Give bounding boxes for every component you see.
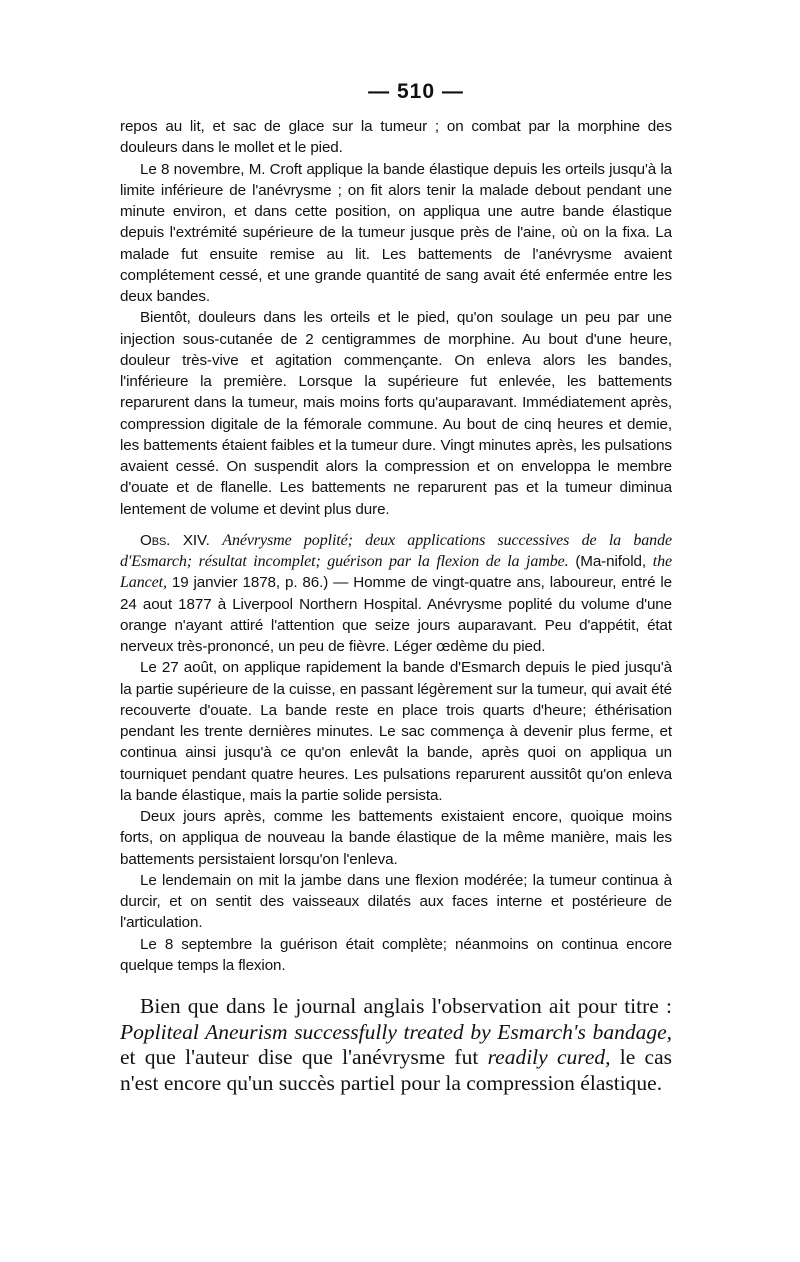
paragraph: Deux jours après, comme les battements existaient encore, quoique moins forts, on appliqua de nouveau la bande élastique de la même manière, mais les battements persistaient lorsqu'on l'enleva. bbox=[120, 808, 672, 868]
obs-label: Obs. XIV. bbox=[140, 531, 210, 549]
obs-title: Anévrysme poplité; deux applications successives de la bande d'Esmarch; résultat incomplet; guérison par la flexion de la jambe. bbox=[120, 531, 672, 570]
page-body bbox=[120, 80, 672, 1096]
obs-source-prefix: (Ma-nifold, bbox=[575, 553, 646, 570]
conclusion-quote-italic: readily cured, bbox=[487, 1045, 611, 1069]
paragraph: Le lendemain on mit la jambe dans une flexion modérée; la tumeur continua à durcir, et on sentit des vaisseaux dilatés aux faces interne et postérieure de l'articulation. bbox=[120, 871, 672, 932]
paragraph: Le 27 août, on applique rapidement la bande d'Esmarch depuis le pied jusqu'à la partie supérieure de la cuisse, en passant légèrement sur la tumeur, qui avait été recouverte d'ouate. La bande reste en place trois quarts d'heure; éthérisation pendant les trente dernières minutes. Le sac commença à devenir plus ferme, et continua ainsi jusqu'à ce qu'on enlevât la bande, après quoi on appliqua un tourniquet pendant quatre heures. Les pulsations reparurent aussitôt qu'on enleva la bande élastique, mais la partie solide persista. bbox=[120, 659, 672, 804]
paragraph: Le 8 novembre, M. Croft applique la bande élastique depuis les orteils jusqu'à la limite inférieure de l'anévrysme ; on fit alors tenir la malade debout pendant une minute environ, et dans cette position, on appliqua une autre bande élastique depuis l'extrémité supérieure de la tumeur jusque près de l'aine, où on la fixa. La malade fut ensuite remise au lit. Les battements de l'anévrysme avaient complétement cessé, et une grande quantité de sang avait été enfermée entre les deux bandes. bbox=[120, 160, 672, 305]
conclusion-text: Bien que dans le journal anglais l'observation ait pour titre : bbox=[140, 994, 672, 1018]
main-text bbox=[120, 116, 672, 976]
observation-paragraph bbox=[120, 530, 672, 658]
conclusion-text: et que l'auteur dise que l'anévrysme fut bbox=[120, 1045, 479, 1069]
obs-source-journal: the Lancet, bbox=[120, 553, 673, 592]
conclusion-text: le cas n'est encore qu'un succès partiel pour la compression élastique. bbox=[120, 1045, 673, 1095]
paragraph: Bientôt, douleurs dans les orteils et le pied, qu'on soulage un peu par une injection sous-cutanée de 2 centigrammes de morphine. Au bout d'une heure, douleur très-vive et agitation commençante. On enleva alors les bandes, l'inférieure la première. Lorsque la supérieure fut enlevée, les battements reparurent dans la tumeur, mais moins forts qu'auparavant. Immédiatement après, compression digitale de la fémorale commune. Au bout de cinq heures et demie, les battements étaient faibles et la tumeur dure. Vingt minutes après, les pulsations avaient cessé. On suspendit alors la compression et on enveloppa le membre d'ouate et de flanelle. Les battements ne reparurent pas et la tumeur diminua lentement de volume et devint plus dure. bbox=[120, 309, 672, 518]
obs-source-rest: 19 janvier 1878, p. 86.) — Homme de vingt-quatre ans, laboureur, entré le 24 aout 1877 à Liverpool Northern Hospital. Anévrysme poplité du volume d'une orange n'ayant attiré l'attention que seize jours auparavant. Peu d'appétit, état nerveux très-prononcé, un peu de fièvre. Léger œdème du pied. bbox=[120, 574, 673, 655]
page-number: — 510 — bbox=[368, 80, 464, 103]
conclusion-paragraph bbox=[120, 994, 672, 1096]
paragraph: Le 8 septembre la guérison était complète; néanmoins on continua encore quelque temps la flexion. bbox=[120, 935, 672, 974]
conclusion-title-italic: Popliteal Aneurism successfully treated by Esmarch's bandage, bbox=[120, 1019, 672, 1044]
paragraph: repos au lit, et sac de glace sur la tumeur ; on combat par la morphine des douleurs dans le mollet et le pied. bbox=[120, 118, 672, 157]
